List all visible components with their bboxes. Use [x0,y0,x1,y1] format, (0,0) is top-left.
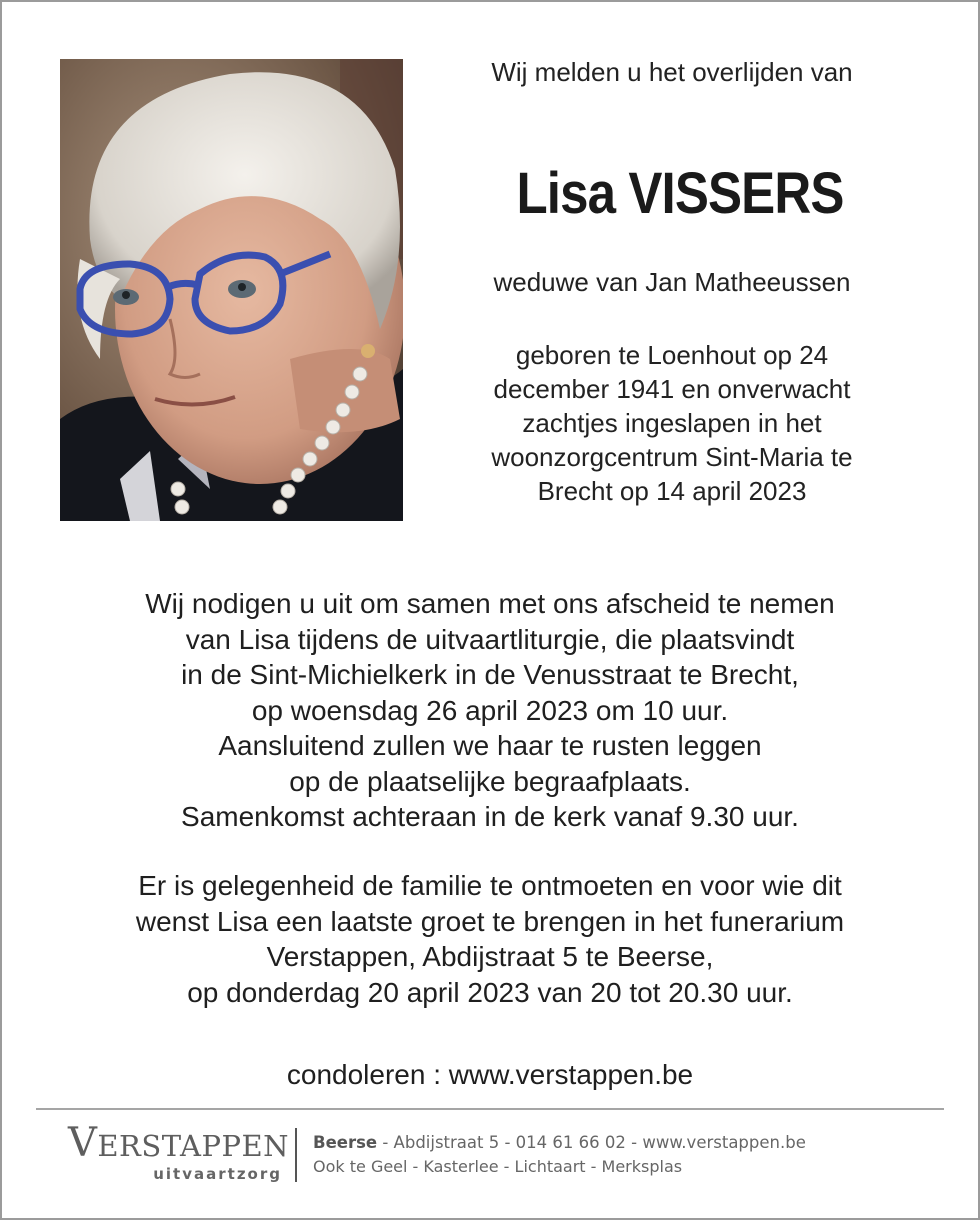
footer-separator [295,1128,297,1182]
text-line: op woensdag 26 april 2023 om 10 uur. [251,694,729,726]
divider [36,1108,944,1110]
funeral-home-logo [68,1120,290,1183]
footer-address-line [313,1133,806,1152]
text-line: Samenkomst achteraan in de kerk vanaf 9.30 uur. [181,801,799,832]
visitation-info [42,868,938,1010]
logo-initial: V [68,1120,98,1166]
footer-address: - Abdijstraat 5 - 014 61 66 02 - www.verstappen.be [377,1133,806,1152]
text-line: wenst Lisa een laatste groet te brengen in het funerarium [135,905,845,937]
text-line: Brecht op 14 april 2023 [537,476,807,506]
text-line: op de plaatselijke begraafplaats. [289,765,691,797]
text-line: geboren te Loenhout op 24 [515,340,829,370]
text-line: Wij nodigen u uit om samen met ons afscheid te nemen [145,588,835,619]
text-line: van Lisa tijdens de uitvaartliturgie, die plaatsvindt [185,623,795,655]
text-line: Er is gelegenheid de familie te ontmoeten en voor wie dit [138,870,842,901]
birth-death-text [442,338,902,508]
spouse-line: weduwe van Jan Matheeussen [493,267,851,297]
footer-city: Beerse [313,1133,378,1152]
text-line: op donderdag 20 april 2023 van 20 tot 20.30 uur. [187,976,793,1008]
portrait-icon [60,59,403,521]
text-line: zachtjes ingeslapen in het [522,408,822,438]
portrait-photo [60,59,403,521]
logo-subtitle: uitvaartzorg [153,1165,282,1183]
intro-line: Wij melden u het overlijden van [491,57,853,87]
deceased-name: Lisa VISSERS [516,161,844,226]
text-line: Verstappen, Abdijstraat 5 te Beerse, [266,941,714,972]
logo-rest: ERSTAPPEN [97,1129,290,1163]
text-line: in de Sint-Michielkerk in de Venusstraat te Brecht, [181,659,799,690]
footer-branches: Ook te Geel - Kasterlee - Lichtaart - Merksplas [313,1157,683,1176]
footer-contact [313,1133,806,1176]
condolence-link[interactable]: condoleren : www.verstappen.be [286,1059,694,1090]
text-line: december 1941 en onverwacht [493,374,851,404]
logo-wordmark [68,1120,290,1166]
text-line: Aansluitend zullen we haar te rusten leggen [218,730,762,761]
funeral-invitation [42,586,938,835]
text-line: woonzorgcentrum Sint-Maria te [491,442,853,472]
